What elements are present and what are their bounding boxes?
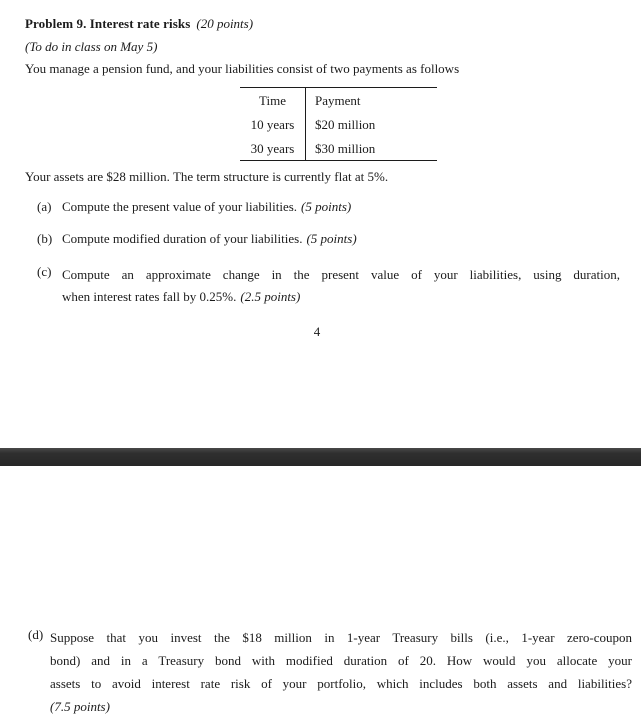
question-c-line-1: Compute an approximate change in the present value of your liabilities, using duration, bbox=[62, 267, 620, 282]
question-d-line-3: assets to avoid interest rate risk of your portfolio, which includes both assets and liabilities? bbox=[50, 676, 632, 691]
question-c-points: (2.5 points) bbox=[240, 289, 301, 305]
table-row bbox=[240, 112, 437, 136]
table-cell-payment-2: $30 million bbox=[315, 140, 376, 156]
question-c-label: (c) bbox=[37, 264, 52, 279]
question-c bbox=[0, 264, 641, 309]
question-a-points: (5 points) bbox=[301, 199, 352, 214]
question-a bbox=[0, 199, 641, 214]
question-c-line-2 bbox=[62, 286, 620, 308]
problem-title-text: Problem 9. Interest rate risks bbox=[25, 16, 191, 31]
class-note: (To do in class on May 5) bbox=[25, 39, 158, 54]
question-c-text: when interest rates fall by 0.25%. bbox=[62, 289, 237, 305]
question-d-label: (d) bbox=[28, 627, 44, 642]
question-b-text: Compute modified duration of your liabilities. bbox=[62, 231, 303, 246]
assets-sentence: Your assets are $28 million. The term structure is currently flat at 5%. bbox=[25, 169, 389, 184]
table-header-time: Time bbox=[240, 88, 306, 113]
question-c-body bbox=[62, 264, 620, 309]
problem-title bbox=[25, 16, 253, 31]
question-a-body bbox=[62, 199, 641, 214]
question-a-label: (a) bbox=[37, 199, 52, 214]
question-d-points: (7.5 points) bbox=[50, 699, 110, 714]
table-row bbox=[240, 136, 437, 161]
table-header-row bbox=[240, 88, 437, 113]
problem-title-points: (20 points) bbox=[196, 16, 254, 31]
question-b-points: (5 points) bbox=[306, 231, 357, 246]
question-d-line-4 bbox=[50, 695, 632, 718]
payments-table bbox=[240, 87, 437, 161]
question-d bbox=[0, 626, 641, 718]
table-cell-time-2: 30 years bbox=[240, 136, 306, 161]
intro-text: You manage a pension fund, and your liabilities consist of two payments as follows bbox=[25, 61, 460, 76]
question-b-body bbox=[62, 231, 641, 246]
question-b bbox=[0, 231, 641, 246]
table-cell-time-1: 10 years bbox=[240, 112, 306, 136]
table-header-payment: Payment bbox=[315, 92, 361, 108]
table-cell-payment-1: $20 million bbox=[315, 116, 376, 132]
question-d-body bbox=[50, 626, 632, 718]
question-a-text: Compute the present value of your liabilities. bbox=[62, 199, 298, 214]
page-divider bbox=[0, 448, 641, 466]
question-b-label: (b) bbox=[37, 231, 53, 246]
question-d-line-1: Suppose that you invest the $18 million in 1-year Treasury bills (i.e., 1-year zero-coupon bbox=[50, 630, 632, 645]
question-d-line-2: bond) and in a Treasury bond with modified duration of 20. How would you allocate your bbox=[50, 653, 632, 668]
page-number: 4 bbox=[313, 324, 321, 339]
